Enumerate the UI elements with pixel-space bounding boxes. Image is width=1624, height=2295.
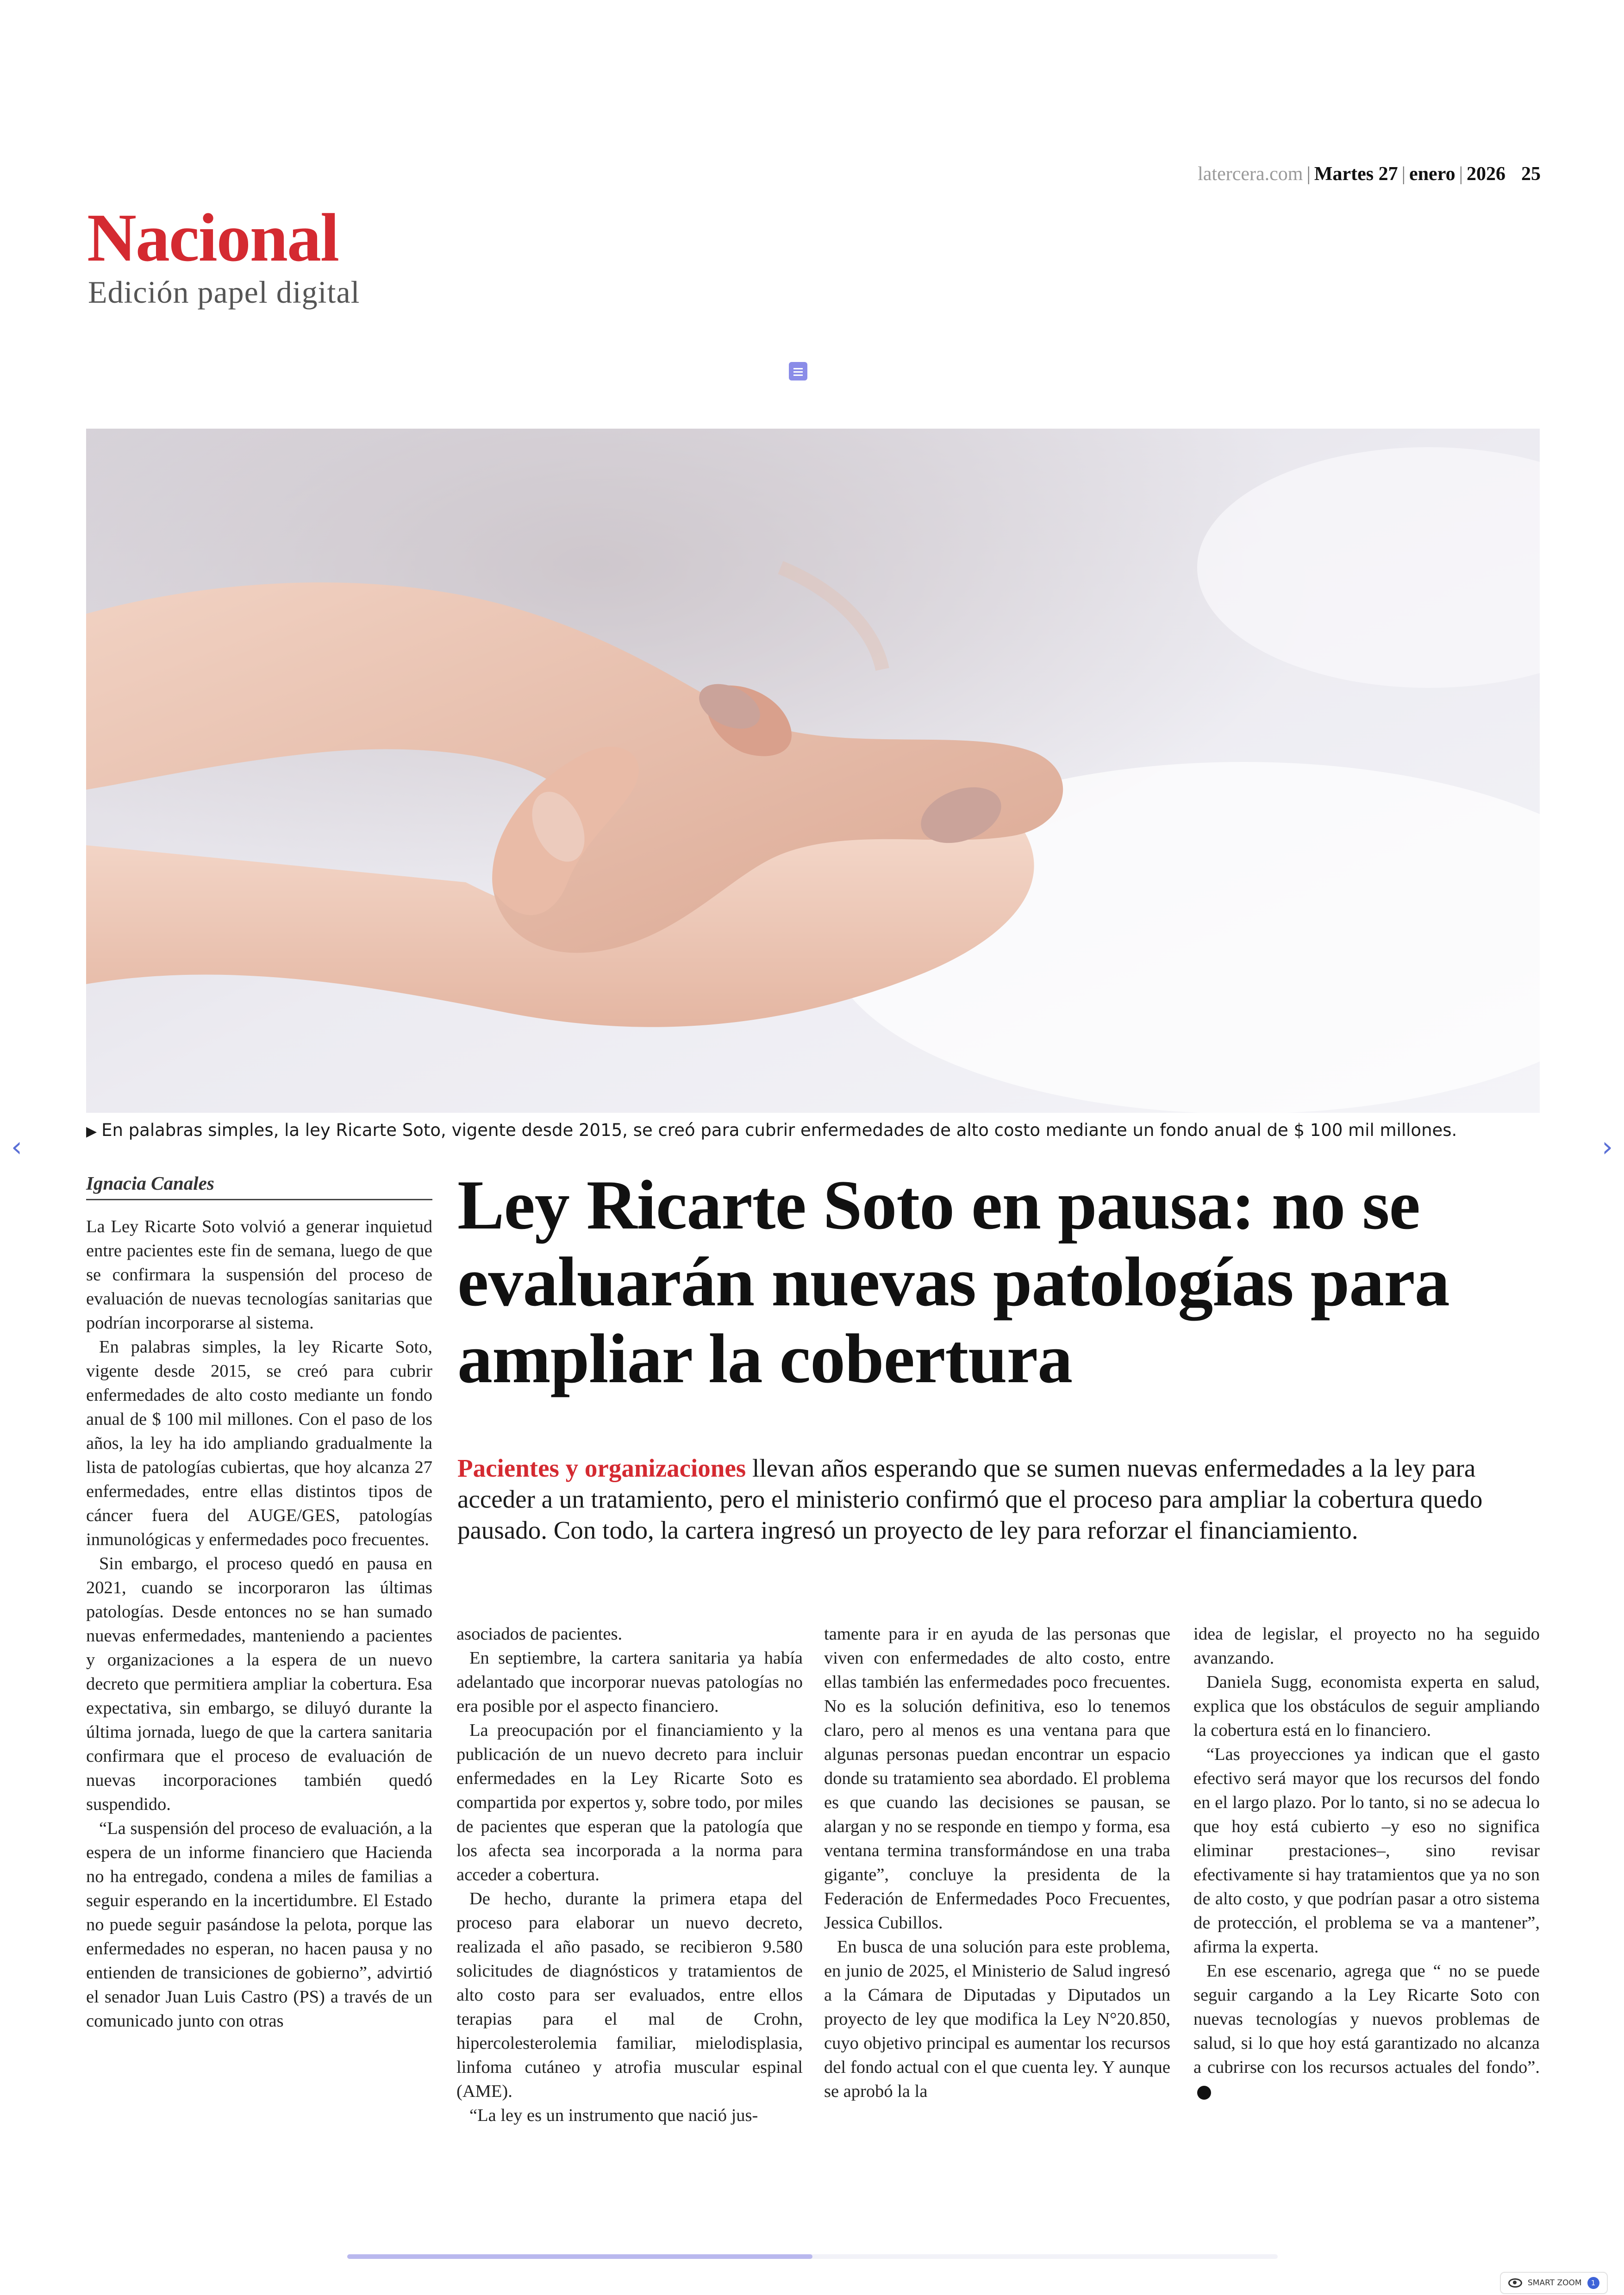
eye-icon xyxy=(1508,2278,1522,2288)
lede-text: llevan años esperando que se sumen nuevas enfermedades a la ley para acceder a un tratamiento, pero el ministerio confirmó que el proceso para ampliar la cobertura quedo pausado. Con todo, la cartera ingresó un proyecto de ley para reforzar el financiamiento. xyxy=(457,1454,1483,1544)
paragraph: En busca de una solución para este problema, en junio de 2025, el Ministerio de Salud ingresó a la Cámara de Diputadas y Diputados un proyecto de ley que modifica la Ley N°20.850, cuyo objetivo principal es aumentar los recursos del fondo actual con el que cuenta ley. Y aunque se aprobó la la xyxy=(824,1937,1170,2101)
column-3 xyxy=(824,1622,1170,2103)
note-icon[interactable] xyxy=(789,362,807,380)
holding-hands-photo xyxy=(86,429,1540,1113)
headline: Ley Ricarte Soto en pausa: no se evaluarán nuevas patologías para ampliar la cobertura xyxy=(457,1166,1449,1397)
column-4 xyxy=(1193,1622,1540,2103)
paragraph: “Las proyecciones ya indican que el gasto efectivo será mayor que los recursos del fondo en el largo plazo. Por lo tanto, si no se adecua lo que hoy está cubierto –y eso no significa eliminar prestaciones–, sino revisar efectivamente si hay tratamientos que ya no son de alto costo, y que podrían pasar a otro sistema de protección, el problema se va a mantener”, afirma la experta. xyxy=(1193,1745,1540,1957)
lede xyxy=(457,1453,1541,1546)
site-name: latercera.com xyxy=(1198,163,1303,185)
smart-zoom-badge: 1 xyxy=(1587,2277,1599,2289)
paragraph: En palabras simples, la ley Ricarte Soto, vigente desde 2015, se creó para cubrir enfermedades de alto costo mediante un fondo anual de $ 100 mil millones. Con el paso de los años, la ley ha ido ampliando gradualmente la lista de patologías cubiertas, que hoy alcanza 27 enfermedades, entre ellas distintos tipos de cáncer fuera del AUGE/GES, patologías inmunológicas y enfermedades poco frecuentes. xyxy=(86,1337,432,1549)
caption-triangle-icon: ▶ xyxy=(86,1123,97,1140)
smart-zoom-button[interactable] xyxy=(1500,2272,1608,2294)
paragraph: La Ley Ricarte Soto volvió a generar inquietud entre pacientes este fin de semana, luego de que se confirmara la suspensión del proceso de evaluación de nuevas tecnologías sanitarias que podrían incorporarse al sistema. xyxy=(86,1217,432,1333)
caption-text: En palabras simples, la ley Ricarte Soto, vigente desde 2015, se creó para cubrir enfermedades de alto costo mediante un fondo anual de $ 100 mil millones. xyxy=(101,1120,1457,1140)
paragraph: En septiembre, la cartera sanitaria ya había adelantado que incorporar nuevas patologías no era posible por el aspecto financiero. xyxy=(456,1648,803,1716)
article-photo xyxy=(86,429,1540,1113)
weekday: Martes 27 xyxy=(1314,163,1398,185)
paragraph: “La suspensión del proceso de evaluación, a la espera de un informe financiero que Hacienda no ha entregado, condena a miles de familias a seguir esperando en la incertidumbre. El Estado no puede seguir pasándose la pelota, porque las enfermedades no esperan, no hacen pausa y no entienden de transiciones de gobierno”, advirtió el senador Juan Luis Castro (PS) a través de un comunicado junto con otras xyxy=(86,1819,432,2031)
page-scrollbar-thumb[interactable] xyxy=(347,2254,812,2259)
page-number: 25 xyxy=(1521,163,1541,185)
photo-caption xyxy=(86,1120,1457,1140)
smart-zoom-label: SMART ZOOM xyxy=(1528,2278,1582,2288)
paragraph: La preocupación por el financiamiento y la publicación de un nuevo decreto para incluir enfermedades en la Ley Ricarte Soto es compartida por expertos y, sobre todo, por miles de pacientes que esperan que la patología que los afecta sea incorporada a la norma para acceder a cobertura. xyxy=(456,1721,803,1884)
paragraph: Sin embargo, el proceso quedó en pausa en 2021, cuando se incorporaron las últimas patologías. Desde entonces no se han sumado nuevas enfermedades, manteniendo a pacientes y organizaciones a la espera de un nuevo decreto que permitiera ampliar la cobertura. Esa expectativa, sin embargo, se diluyó durante la última jornada, luego de que la cartera sanitaria confirmara que el proceso de evaluación de nuevas incorporaciones también quedó suspendido. xyxy=(86,1554,432,1814)
lede-highlight: Pacientes y organizaciones xyxy=(457,1454,746,1482)
end-mark-icon xyxy=(1197,2086,1211,2100)
paragraph: “La ley es un instrumento que nació jus- xyxy=(469,2106,758,2125)
page-meta: latercera.com | Martes 27 | enero | 2026 25 xyxy=(1198,163,1541,185)
edition-label: Edición papel digital xyxy=(88,274,360,310)
paragraph: tamente para ir en ayuda de las personas que viven con enfermedades de alto costo, entre ellas también las enfermedades poco frecuentes. No es la solución definitiva, eso lo tenemos claro, pero al menos es una ventana para que algunas personas puedan encontrar un espacio donde su tratamiento sea abordado. El problema es que cuando las decisiones se pausan, se alargan y no se responde en tiempo y forma, esa ventana termina transformándose en una traba gigante”, concluye la presidenta de la Federación de Enfermedades Poco Frecuentes, Jessica Cubillos. xyxy=(824,1624,1170,1933)
chevron-right-icon[interactable]: › xyxy=(1602,1131,1613,1163)
section-title: Nacional xyxy=(87,200,339,276)
byline: Ignacia Canales xyxy=(86,1172,432,1200)
chevron-left-icon[interactable]: ‹ xyxy=(11,1131,22,1163)
paragraph: idea de legislar, el proyecto no ha seguido avanzando. xyxy=(1193,1624,1540,1668)
paragraph: De hecho, durante la primera etapa del proceso para elaborar un nuevo decreto, realizada el año pasado, se recibieron 9.580 solicitudes de diagnósticos y tratamientos de alto costo para ser evaluados, entre ellos terapias para el mal de Crohn, hipercolesterolemia familiar, mielodisplasia, linfoma cutáneo y atrofia muscular espinal (AME). xyxy=(456,1889,803,2101)
year: 2026 xyxy=(1467,163,1505,185)
column-2 xyxy=(456,1622,803,2127)
paragraph-text: En ese escenario, agrega que “ no se puede seguir cargando a la Ley Ricarte Soto con nuevas tecnologías y nuevos problemas de salud, si lo que hoy está garantizado no alcanza a cubrirse con los recursos actuales del fondo”. xyxy=(1193,1961,1540,2077)
paragraph-last xyxy=(1193,1959,1540,2103)
column-1 xyxy=(86,1215,432,2033)
paragraph: Daniela Sugg, economista experta en salud, explica que los obstáculos de seguir ampliando la cobertura está en lo financiero. xyxy=(1193,1672,1540,1740)
month: enero xyxy=(1409,163,1455,185)
paragraph: asociados de pacientes. xyxy=(456,1624,623,1644)
